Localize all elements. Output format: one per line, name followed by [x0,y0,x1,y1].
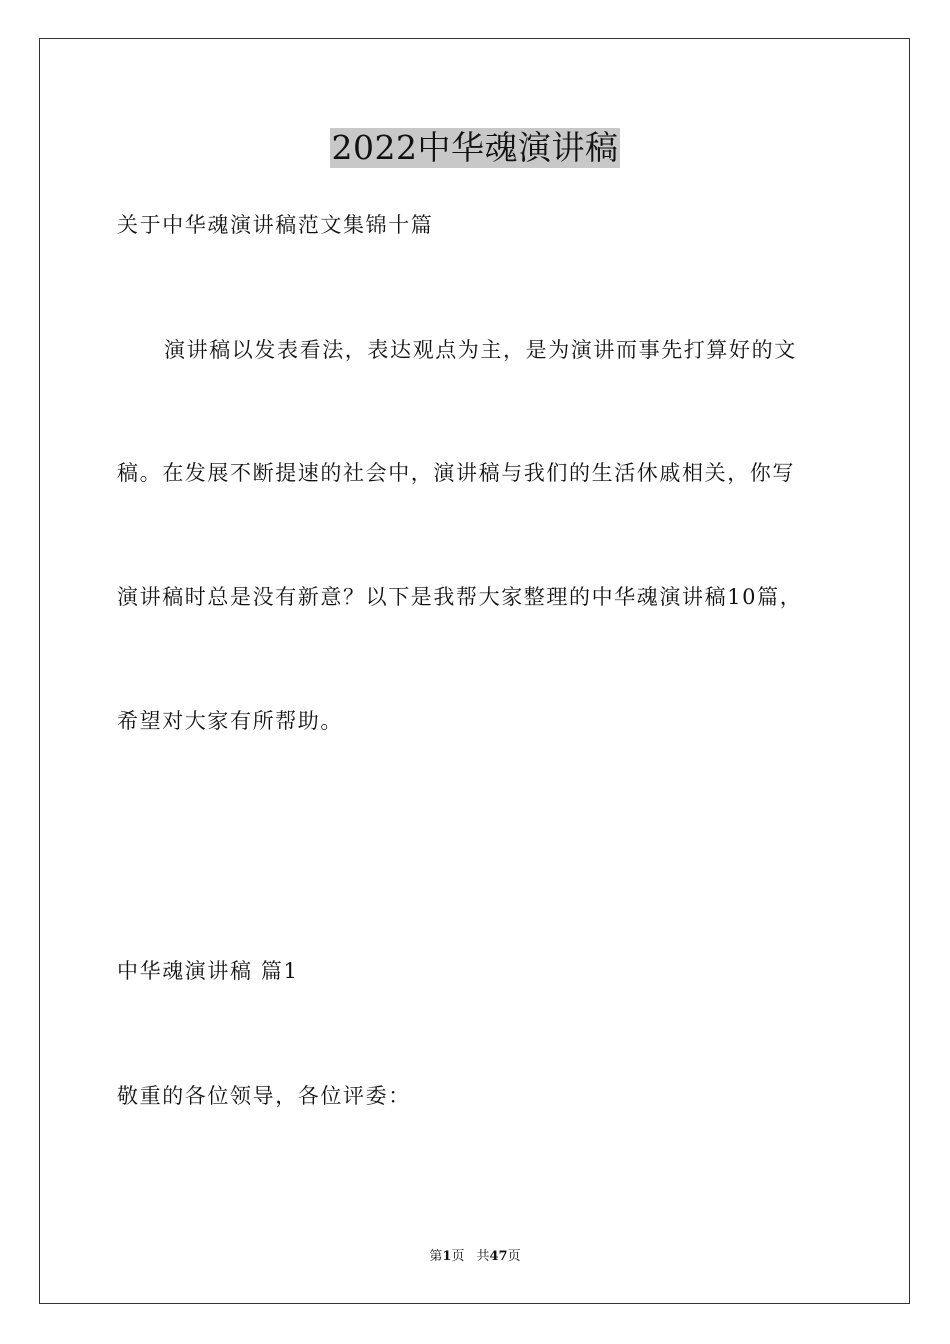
document-title: 2022中华魂演讲稿 [331,128,619,167]
title-container [0,128,950,168]
paragraph-line-2: 稿。在发展不断提速的社会中，演讲稿与我们的生活休戚相关，你写 [117,461,795,485]
footer-page-number: 1 [442,1249,452,1264]
footer-total-pages: 47 [489,1249,508,1264]
footer-page-suffix: 页 [451,1249,465,1264]
footer-total-suffix: 页 [507,1249,521,1264]
document-subtitle: 关于中华魂演讲稿范文集锦十篇 [117,213,434,237]
paragraph-line-4: 希望对大家有所帮助。 [117,709,343,733]
paragraph-line-3: 演讲稿时总是没有新意？以下是我帮大家整理的中华魂演讲稿10篇， [117,585,803,609]
salutation: 敬重的各位领导，各位评委： [117,1084,411,1108]
page-footer [0,1248,950,1266]
footer-page-prefix: 第 [429,1249,443,1264]
paragraph-line-1: 演讲稿以发表看法，表达观点为主，是为演讲而事先打算好的文 [164,338,797,362]
footer-total-prefix: 共 [476,1249,490,1264]
section-heading: 中华魂演讲稿 篇1 [117,959,299,983]
